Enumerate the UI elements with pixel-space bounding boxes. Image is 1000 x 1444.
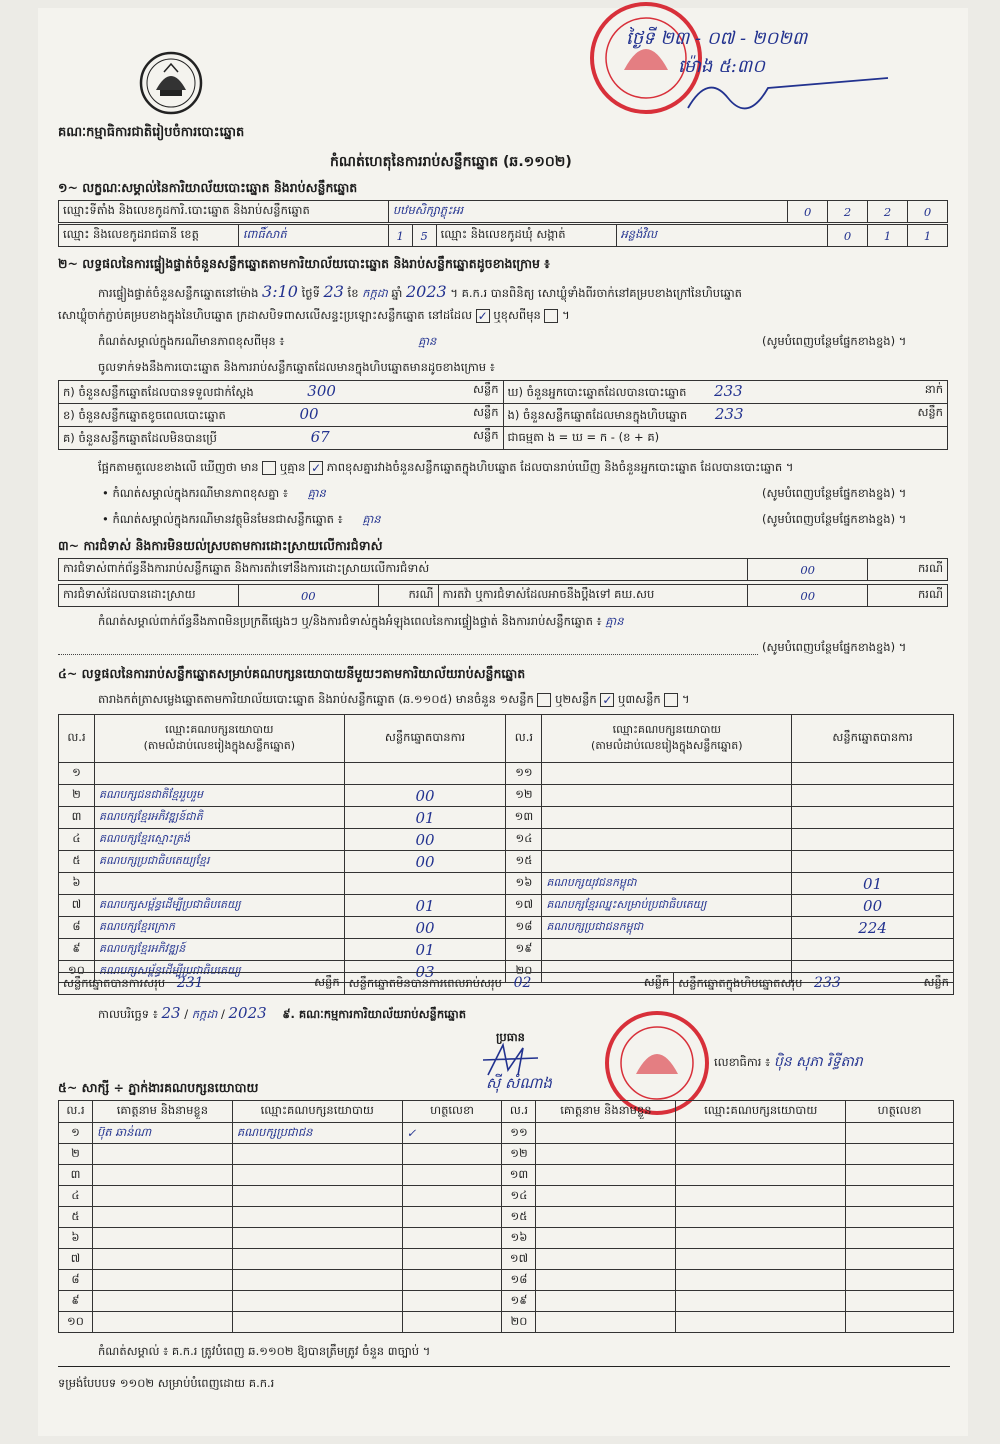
- fill-more-note-4: (សូមបំពេញបន្ថែមផ្នែកខាងខ្នង) ។: [762, 640, 907, 654]
- secretary-name: ប៉ិន សុភា រិទ្ធីតារា: [773, 1054, 863, 1070]
- row-votes: 01: [344, 939, 506, 961]
- irregularity-note-value: គ្មាន: [605, 614, 624, 628]
- witness-party: [676, 1270, 846, 1291]
- witness-party: [676, 1144, 846, 1165]
- witness-no: ១៦: [502, 1228, 536, 1249]
- tally-sheet-line: តារាងកត់ត្រាសម្លេងឆ្នោតតាមការិយាល័យបោះឆ្នោត និងរាប់សន្លឹកឆ្នោត (ឆ.១១០៥) មានចំនួន ១សន្លឹក ឬ២សន្លឹក ✓ ឬ៣សន្លឹក ។: [98, 692, 690, 707]
- appeal-unit: ករណី: [868, 585, 948, 607]
- verification-time: 3:10: [262, 282, 298, 301]
- witness-no: ៩: [59, 1291, 93, 1312]
- total-valid: 231: [176, 974, 204, 991]
- witness-row: [59, 1165, 954, 1186]
- witness-sign: [402, 1186, 502, 1207]
- total-invalid: 02: [513, 974, 532, 991]
- witness-no: ២: [59, 1144, 93, 1165]
- witness-party: [232, 1228, 402, 1249]
- witness-no: ១០: [59, 1312, 93, 1333]
- witness-party: [676, 1207, 846, 1228]
- witness-name: [536, 1228, 676, 1249]
- table-row: [59, 851, 954, 873]
- row-party: គណបក្សខ្មែរអភិវឌ្ឍន៍ជាតិ: [94, 807, 344, 829]
- row-party: [542, 807, 792, 829]
- witness-name: [92, 1312, 232, 1333]
- checkbox-has-difference[interactable]: [262, 461, 276, 475]
- witness-name: ប៊ុត ឆាន់ណា: [92, 1123, 232, 1144]
- witness-no: ១៣: [502, 1165, 536, 1186]
- witness-col-party: ឈ្មោះគណបក្សនយោបាយ: [232, 1101, 402, 1123]
- witness-name: [92, 1291, 232, 1312]
- row-no: ១៣: [506, 807, 542, 829]
- location-code-digit: 2: [868, 201, 908, 223]
- ballots-spoiled: 00: [299, 405, 319, 423]
- witness-party: [676, 1186, 846, 1207]
- commune-code-digit: 1: [907, 225, 947, 247]
- row-no: ១០: [59, 961, 95, 983]
- witness-col-party-right: ឈ្មោះគណបក្សនយោបាយ: [676, 1101, 846, 1123]
- signature-top: [678, 68, 898, 118]
- ballots-unused: 67: [310, 428, 330, 446]
- footer-rule: [58, 1366, 950, 1367]
- row-party: [542, 785, 792, 807]
- fill-more-note-3: (សូមបំពេញបន្ថែមផ្នែកខាងខ្នង) ។: [762, 512, 907, 526]
- irregularity-note: កំណត់សម្គាល់ពាក់ព័ន្ធនឹងភាពមិនប្រក្រតីផ្សេងៗ ឬ/និងការជំទាស់ក្នុងអំឡុងពេលនៃការផ្ទៀងផ្ទាត់ និងការរាប់សន្លឹកឆ្នោត ៖ គ្មាន: [98, 614, 624, 628]
- stamp-time-handwritten: ម៉ោង ៥:៣០: [678, 56, 765, 77]
- row-votes: [792, 939, 954, 961]
- witness-no: ១៨: [502, 1270, 536, 1291]
- total-in-box: 233: [814, 974, 841, 991]
- witness-name: [536, 1312, 676, 1333]
- ballots-in-box: 233: [714, 405, 744, 423]
- witness-party: [676, 1312, 846, 1333]
- section3-heading: ៣~ ការជំទាស់ និងការមិនយល់ស្របតាមការដោះស្រាយលើការជំទាស់: [58, 538, 383, 553]
- witness-party: [676, 1123, 846, 1144]
- witness-name: [536, 1270, 676, 1291]
- row-no: ៨: [59, 917, 95, 939]
- row-party: គណបក្សខ្មែរឈ្នះសម្រាប់ប្រជាធិបតេយ្យ: [542, 895, 792, 917]
- ballots-received: 300: [307, 382, 336, 400]
- witness-name: [536, 1249, 676, 1270]
- location-code-digit: 2: [828, 201, 868, 223]
- bullet-difference-value: គ្មាន: [307, 486, 326, 500]
- section1-heading: ១~ លក្ខណៈសម្គាល់នៃការិយាល័យបោះឆ្នោត និងរាប់សន្លឹកឆ្នោត: [58, 180, 358, 195]
- compare-line: ផ្អែកតាមតួលេខខាងលើ ឃើញថា មាន ឬគ្មាន ✓ ភាពខុសគ្នារវាងចំនួនសន្លឹកឆ្នោតក្នុងហិបឆ្នោត ដែលបានរាប់ឃើញ និងចំនួនអ្នកបោះឆ្នោត ដែលបានបោះឆ្នោត ។: [98, 460, 794, 475]
- row-party: គណបក្សជនជាតិខ្មែររួបរួម: [94, 785, 344, 807]
- totals-table: សន្លឹកឆ្នោតបានការសរុប 231 សន្លឹក សន្លឹកឆ្នោតមិនបានការពេលរាប់សរុប 02 សន្លឹក សន្លឹកឆ្នោតក្នុងហិបឆ្នោតសរុប 233 សន្លឹក: [58, 972, 954, 995]
- witness-party: [232, 1207, 402, 1228]
- col-no-header: ល.រ: [59, 715, 95, 763]
- row-party: [542, 939, 792, 961]
- objection-count: 00: [748, 559, 868, 581]
- witness-row: [59, 1291, 954, 1312]
- witness-party: [232, 1144, 402, 1165]
- row-party: [94, 873, 344, 895]
- witness-party: [676, 1228, 846, 1249]
- location-code-digit: 0: [908, 201, 948, 223]
- witness-sign: [846, 1207, 954, 1228]
- row-party: គណបក្សខ្មែរស្មោះត្រង់: [94, 829, 344, 851]
- witness-sign: [402, 1270, 502, 1291]
- row-party: [94, 763, 344, 785]
- fill-more-note: (សូមបំពេញបន្ថែមផ្នែកខាងខ្នង) ។: [762, 334, 907, 348]
- verification-month: កក្កដា: [362, 286, 388, 300]
- row-no: ១៧: [506, 895, 542, 917]
- table-row: [59, 763, 954, 785]
- objection-table: [58, 558, 948, 581]
- witness-party: គណបក្សប្រជាជន: [232, 1123, 402, 1144]
- witness-party: [232, 1270, 402, 1291]
- party-results-table: [58, 714, 954, 983]
- row-votes: 01: [344, 895, 506, 917]
- row-party: គណបក្សប្រជាធិបតេយ្យខ្មែរ: [94, 851, 344, 873]
- row-votes: [792, 785, 954, 807]
- form-page: [38, 8, 968, 1436]
- seal-line: សោឃ្លុំចាក់ភ្ជាប់គម្របខាងក្នុងនៃហិបឆ្នោត ក្រដាសបិទពាសលើសន្ទះប្រឡោះសន្លឹកឆ្នោត នៅដដែល ✓ ឬខុសពីមុន ។: [58, 308, 570, 323]
- difference-note-line: កំណត់សម្គាល់ក្នុងករណីមានភាពខុសពីមុន ៖ គ្មាន: [98, 334, 437, 348]
- row-no: ១២: [506, 785, 542, 807]
- col-party-header-right: ឈ្មោះគណបក្សនយោបាយ (តាមលំដាប់លេខរៀងក្នុងសន្លឹកឆ្នោត): [542, 715, 792, 763]
- witness-party: [232, 1165, 402, 1186]
- section1-table: [58, 200, 948, 223]
- witness-party: [232, 1249, 402, 1270]
- objection-unit: ករណី: [868, 559, 948, 581]
- witness-name: [92, 1186, 232, 1207]
- witness-sign: [402, 1228, 502, 1249]
- row-votes: 01: [344, 807, 506, 829]
- location-label: ឈ្មោះទីតាំង និងលេខកូដការិ.បោះឆ្នោត និងរាប់សន្លឹកឆ្នោត: [59, 201, 389, 223]
- row-votes: [792, 763, 954, 785]
- witness-row: [59, 1123, 954, 1144]
- witness-party: [232, 1291, 402, 1312]
- committee-name: គណៈកម្មាធិការជាតិរៀបចំការបោះឆ្នោត: [58, 125, 245, 140]
- section1-table-row2: [58, 224, 948, 247]
- witness-no: ១៤: [502, 1186, 536, 1207]
- row-party: គណបក្សយុវជនកម្ពុជា: [542, 873, 792, 895]
- witness-party: [676, 1165, 846, 1186]
- formula: ជាធម្មតា ង = ឃ = ក - (ខ + គ): [503, 427, 947, 450]
- row-votes: 00: [792, 895, 954, 917]
- row-no: ៩: [59, 939, 95, 961]
- section2-heading: ២~ លទ្ធផលនៃការផ្ទៀងផ្ទាត់ចំនួនសន្លឹកឆ្នោតតាមការិយាល័យបោះឆ្នោត និងរាប់សន្លឹកឆ្នោតដូចខាងក្រោម ៖: [58, 256, 550, 271]
- witness-row: [59, 1207, 954, 1228]
- row-party: [542, 829, 792, 851]
- row-no: ១: [59, 763, 95, 785]
- objection-table-row2: [58, 584, 948, 607]
- commune-value: អន្លង់វិល: [616, 225, 828, 247]
- ballot-count-table: ក) ចំនួនសន្លឹកឆ្នោតដែលបានទទួលជាក់ស្តែង 300 សន្លឹក ឃ) ចំនួនអ្នកបោះឆ្នោតដែលបានបោះឆ្នោត 233 នាក់ ខ) ចំនួនសន្លឹកឆ្នោតខូចពេលបោះឆ្នោត 00 សន្លឹក ង) ចំនួនសន្លឹកឆ្នោតដែលមានក្នុងហិបឆ្នោត 233 សន្លឹក គ) ចំនួនសន្លឹកឆ្នោតដែលមិនបានប្រើ 67 សន្លឹក ជាធម្មតា ង = ឃ = ក - (ខ + គ): [58, 380, 948, 450]
- row-party: [542, 851, 792, 873]
- location-value: បឋមសិក្សាភ្លុះអរ: [388, 201, 787, 223]
- row-votes: 224: [792, 917, 954, 939]
- resolved-count: 00: [238, 585, 378, 607]
- witness-sign: [846, 1165, 954, 1186]
- row-no: ២០: [506, 961, 542, 983]
- witness-name: [536, 1165, 676, 1186]
- witness-name: [92, 1144, 232, 1165]
- row-votes: [344, 873, 506, 895]
- witness-row: [59, 1270, 954, 1291]
- witness-sign: ✓: [402, 1123, 502, 1144]
- witness-row: [59, 1228, 954, 1249]
- witness-party: [676, 1291, 846, 1312]
- row-no: ៤: [59, 829, 95, 851]
- witness-no: ៨: [59, 1270, 93, 1291]
- location-code-digit: 0: [788, 201, 828, 223]
- appeal-label: ការតវ៉ា ឬការជំទាស់ដែលអាចនឹងប្តឹងទៅ គឃ.សប: [438, 585, 748, 607]
- row-party: គណបក្សខ្មែរក្រោក: [94, 917, 344, 939]
- province-value: ពោធិ៍សាត់: [238, 225, 388, 247]
- verification-line: ការផ្ទៀងផ្ទាត់ចំនួនសន្លឹកឆ្នោតនៅម៉ោង 3:10 ថ្ងៃទី 23 ខែ កក្កដា ឆ្នាំ 2023 ។ គ.ក.រ បានពិនិត្យ សោឃ្លុំទាំងពីរចាក់នៅគម្របខាងក្រៅនៃហិបឆ្នោត: [98, 282, 742, 301]
- date-year: 2023: [228, 1004, 267, 1022]
- bullet-non-ballot: • កំណត់សម្គាល់ក្នុងករណីមានវត្ថុមិនមែនជាសន្លឹកឆ្នោត ៖ គ្មាន: [102, 512, 381, 526]
- row-votes: 00: [344, 785, 506, 807]
- witness-no: ១៩: [502, 1291, 536, 1312]
- bullet-difference: • កំណត់សម្គាល់ក្នុងករណីមានភាពខុសគ្នា ៖ គ្មាន: [102, 486, 326, 500]
- witness-no: ៦: [59, 1228, 93, 1249]
- table-row: [59, 829, 954, 851]
- witness-name: [92, 1207, 232, 1228]
- witness-sign: [402, 1165, 502, 1186]
- row-votes: 00: [344, 851, 506, 873]
- checkbox-unchanged[interactable]: ✓: [477, 308, 488, 323]
- witness-row: [59, 1186, 954, 1207]
- witness-sign: [402, 1291, 502, 1312]
- witness-no: ៥: [59, 1207, 93, 1228]
- witness-sign: [846, 1270, 954, 1291]
- col-no-header-right: ល.រ: [506, 715, 542, 763]
- commune-code-digit: 1: [868, 225, 908, 247]
- witness-sign: [402, 1207, 502, 1228]
- row-no: ២: [59, 785, 95, 807]
- row-votes: 00: [344, 829, 506, 851]
- witness-no: ៣: [59, 1165, 93, 1186]
- date-line: កាលបរិច្ឆេទ ៖ 23 / កក្កដា / 2023 ៩. គណៈកម្មការការិយាល័យរាប់សន្លឹកឆ្នោត: [98, 1004, 467, 1022]
- row-no: ៧: [59, 895, 95, 917]
- row-no: ១៩: [506, 939, 542, 961]
- voters-voted: 233: [714, 382, 743, 400]
- footer-text: ទម្រង់បែបបទ ១១០២ សម្រាប់បំពេញដោយ គ.ក.រ: [58, 1376, 275, 1390]
- witness-col-sign-right: ហត្ថលេខា: [846, 1101, 954, 1123]
- witness-sign: [846, 1249, 954, 1270]
- witness-sign: [846, 1123, 954, 1144]
- row-votes: 01: [792, 873, 954, 895]
- row-no: ១៦: [506, 873, 542, 895]
- witness-name: [92, 1165, 232, 1186]
- witness-sign: [846, 1186, 954, 1207]
- witness-row: [59, 1144, 954, 1165]
- row-no: ១៤: [506, 829, 542, 851]
- witness-name: [92, 1270, 232, 1291]
- witness-sign: [846, 1144, 954, 1165]
- col-party-header: ឈ្មោះគណបក្សនយោបាយ (តាមលំដាប់លេខរៀងក្នុងសន្លឹកឆ្នោត): [94, 715, 344, 763]
- witness-row: [59, 1249, 954, 1270]
- row-votes: [792, 851, 954, 873]
- witness-col-name-right: គោត្តនាម និងនាមខ្លួន: [536, 1101, 676, 1123]
- verification-year: 2023: [405, 282, 447, 301]
- witness-sign: [402, 1312, 502, 1333]
- province-code-digit: 5: [412, 225, 436, 247]
- row-no: ៦: [59, 873, 95, 895]
- row-no: ៣: [59, 807, 95, 829]
- verification-day: 23: [323, 282, 344, 301]
- witness-sign: [402, 1144, 502, 1165]
- commune-label: ឈ្មោះ និងលេខកូដឃុំ សង្កាត់: [436, 225, 616, 247]
- witness-table: [58, 1100, 954, 1333]
- witness-no: ១៥: [502, 1207, 536, 1228]
- witness-party: [232, 1312, 402, 1333]
- row-votes: [344, 763, 506, 785]
- witness-row: [59, 1312, 954, 1333]
- witness-no: ២០: [502, 1312, 536, 1333]
- checkbox-no-difference[interactable]: ✓: [311, 460, 322, 475]
- witness-col-sign: ហត្ថលេខា: [402, 1101, 502, 1123]
- checkbox-changed[interactable]: [544, 309, 558, 323]
- table-row: [59, 873, 954, 895]
- dotted-line: [58, 654, 758, 655]
- witness-col-no-right: ល.រ: [502, 1101, 536, 1123]
- date-month: កក្កដា: [191, 1007, 218, 1021]
- checkbox-2-sheets[interactable]: ✓: [602, 692, 613, 707]
- row-no: ១១: [506, 763, 542, 785]
- witness-no: ១២: [502, 1144, 536, 1165]
- row-votes: 03: [344, 961, 506, 983]
- resolved-unit: ករណី: [378, 585, 438, 607]
- checkbox-1-sheet[interactable]: [537, 693, 551, 707]
- section5-note: កំណត់សម្គាល់ ៖ គ.ក.រ ត្រូវបំពេញ ឆ.១១០២ ឱ្យបានត្រឹមត្រូវ ចំនួន ៣ច្បាប់ ។: [98, 1344, 431, 1358]
- province-label: ឈ្មោះ និងលេខកូដរាជធានី ខេត្ត: [59, 225, 239, 247]
- row-votes: [792, 829, 954, 851]
- witness-col-no: ល.រ: [59, 1101, 93, 1123]
- emblem-logo: [138, 50, 204, 116]
- objection-label: ការជំទាស់ពាក់ព័ន្ធនឹងការរាប់សន្លឹកឆ្នោត និងការតវ៉ាទៅនឹងការដោះស្រាយលើការជំទាស់: [59, 559, 748, 581]
- witness-name: [536, 1144, 676, 1165]
- witness-no: ៤: [59, 1186, 93, 1207]
- row-votes: [792, 807, 954, 829]
- witness-party: [232, 1186, 402, 1207]
- row-no: ៥: [59, 851, 95, 873]
- witness-party: [676, 1249, 846, 1270]
- table-row: [59, 895, 954, 917]
- secretary-line: លេខាធិការ ៖ ប៉ិន សុភា រិទ្ធីតារា: [714, 1054, 863, 1070]
- row-party: គណបក្សខ្មែរអភិវឌ្ឍន៍: [94, 939, 344, 961]
- form-title: កំណត់ហេតុនៃការរាប់សន្លឹកឆ្នោត (ឆ.១១០២): [330, 154, 572, 170]
- province-code-digit: 1: [388, 225, 412, 247]
- section4-heading: ៤~ លទ្ធផលនៃការរាប់សន្លឹកឆ្នោតសម្រាប់គណបក្សនយោបាយនីមួយៗតាមការិយាល័យរាប់សន្លឹកឆ្នោត: [58, 666, 526, 681]
- row-no: ១៥: [506, 851, 542, 873]
- col-votes-header: សន្លឹកឆ្នោតបានការ: [344, 715, 506, 763]
- table-row: [59, 917, 954, 939]
- witness-col-name: គោត្តនាម និងនាមខ្លួន: [92, 1101, 232, 1123]
- row-party: គណបក្សសម្ព័ន្ធដើម្បីប្រជាធិបតេយ្យ: [94, 895, 344, 917]
- row-party: គណបក្សសម្ព័ន្ធដើម្បីប្រជាធិបតេយ្យ: [94, 961, 344, 983]
- witness-sign: [846, 1312, 954, 1333]
- fill-more-note-2: (សូមបំពេញបន្ថែមផ្នែកខាងខ្នង) ។: [762, 486, 907, 500]
- witness-sign: [402, 1249, 502, 1270]
- row-party: គណបក្សប្រជាជនកម្ពុជា: [542, 917, 792, 939]
- stamp-date-handwritten: ថ្ងៃទី ២៣ - ០៧ - ២០២៣: [626, 28, 808, 49]
- witness-name: [536, 1186, 676, 1207]
- chair-name: ស៊ី សំណាង: [486, 1074, 552, 1092]
- checkbox-3-sheets[interactable]: [664, 693, 678, 707]
- chair-label: ប្រធាន: [496, 1030, 525, 1044]
- witness-name: [536, 1123, 676, 1144]
- date-day: 23: [161, 1004, 181, 1022]
- witness-name: [536, 1291, 676, 1312]
- row-no: ១៨: [506, 917, 542, 939]
- commune-code-digit: 0: [828, 225, 868, 247]
- witness-no: ១: [59, 1123, 93, 1144]
- col-votes-header-right: សន្លឹកឆ្នោតបានការ: [792, 715, 954, 763]
- difference-note-value: គ្មាន: [418, 334, 437, 348]
- section5-heading: ៥~ សាក្សី ÷ ភ្នាក់ងារគណបក្សនយោបាយ: [58, 1080, 259, 1095]
- resolved-label: ការជំទាស់ដែលបានដោះស្រាយ: [59, 585, 239, 607]
- bullet-non-ballot-value: គ្មាន: [362, 512, 381, 526]
- witness-sign: [846, 1228, 954, 1249]
- appeal-count: 00: [748, 585, 868, 607]
- witness-name: [92, 1249, 232, 1270]
- table-row: [59, 939, 954, 961]
- table-row: [59, 807, 954, 829]
- witness-name: [92, 1228, 232, 1249]
- result-line: ចូលទាក់ទងនឹងការបោះឆ្នោត និងការរាប់សន្លឹកឆ្នោតដែលមានក្នុងហិបឆ្នោតមានដូចខាងក្រោម ៖: [98, 360, 495, 374]
- witness-no: ៧: [59, 1249, 93, 1270]
- row-party: [542, 763, 792, 785]
- witness-name: [536, 1207, 676, 1228]
- table-row: [59, 785, 954, 807]
- witness-sign: [846, 1291, 954, 1312]
- row-votes: 00: [344, 917, 506, 939]
- witness-no: ១១: [502, 1123, 536, 1144]
- witness-no: ១៧: [502, 1249, 536, 1270]
